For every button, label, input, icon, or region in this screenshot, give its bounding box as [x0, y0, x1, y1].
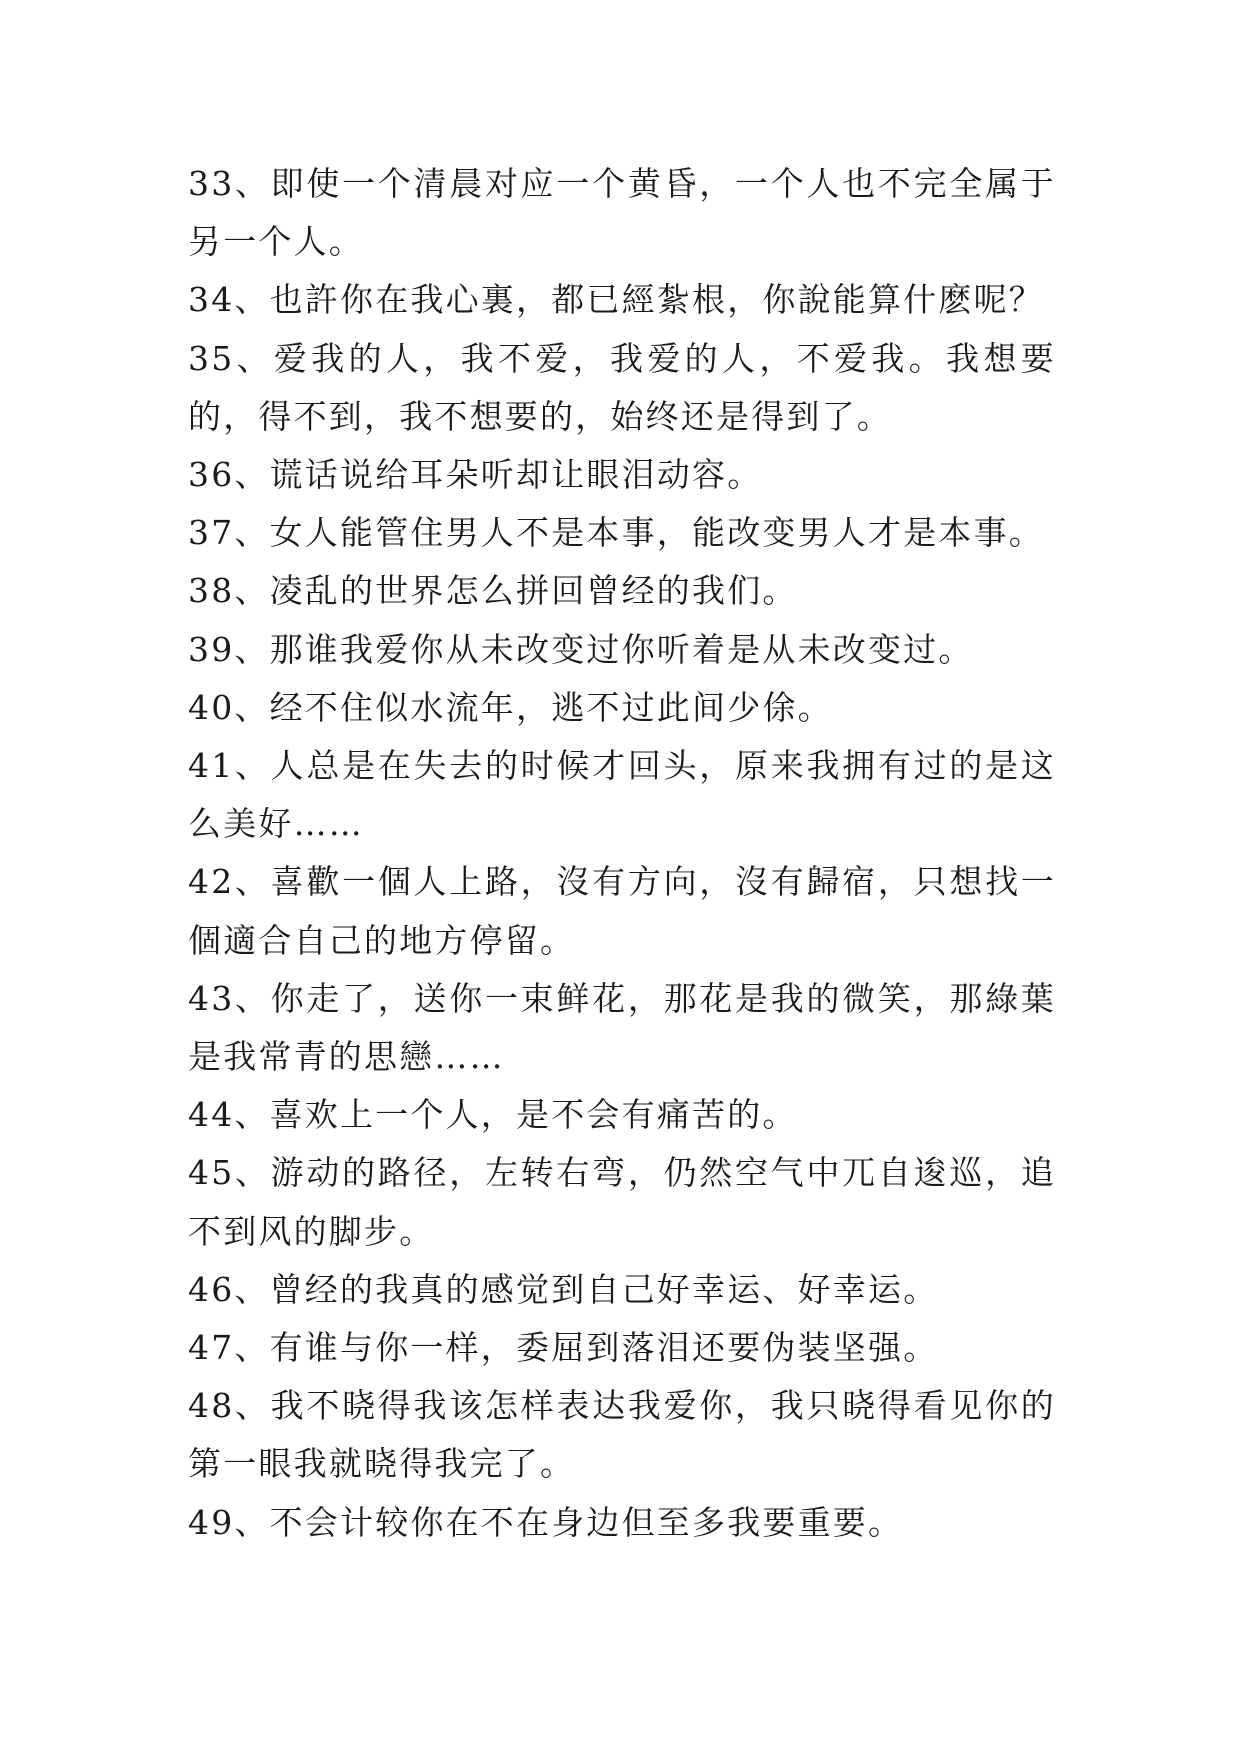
paragraph-39: 39、那谁我爱你从未改变过你听着是从未改变过。 — [188, 629, 974, 669]
paragraph-42: 42、喜歡一個人上路，沒有方向，沒有歸宿，只想找一個適合自己的地方停留。 — [188, 862, 1056, 960]
paragraph-49: 49、不会计较你在不在身边但至多我要重要。 — [188, 1502, 904, 1542]
paragraph-45: 45、游动的路径，左转右弯，仍然空气中兀自逡巡，追不到风的脚步。 — [188, 1153, 1056, 1251]
paragraph-48: 48、我不晓得我该怎样表达我爱你，我只晓得看见你的第一眼我就晓得我完了。 — [188, 1386, 1056, 1484]
paragraph-46: 46、曾经的我真的感觉到自己好幸运、好幸运。 — [188, 1269, 939, 1309]
paragraph-34: 34、也許你在我心裏，都已經紮根，你說能算什麽呢？ — [188, 280, 1044, 320]
paragraph-40: 40、经不住似水流年，逃不过此间少俆。 — [188, 687, 833, 727]
paragraph-43: 43、你走了，送你一束鲜花，那花是我的微笑，那綠葉是我常青的思戀…… — [188, 978, 1056, 1077]
paragraph-35: 35、爱我的人，我不爱，我爱的人，不爱我。我想要的，得不到，我不想要的，始终还是得到了。 — [188, 338, 1056, 436]
paragraph-36: 36、谎话说给耳朵听却让眼泪动容。 — [188, 455, 763, 495]
paragraph-44: 44、喜欢上一个人，是不会有痛苦的。 — [188, 1095, 798, 1135]
paragraph-41: 41、人总是在失去的时候才回头，原来我拥有过的是这么美好…… — [188, 746, 1056, 844]
paragraph-38: 38、凌乱的世界怎么拼回曾经的我们。 — [188, 571, 798, 611]
paragraph-47: 47、有谁与你一样，委屈到落泪还要伪装坚强。 — [188, 1328, 939, 1368]
paragraph-37: 37、女人能管住男人不是本事，能改变男人才是本事。 — [188, 513, 1044, 553]
paragraph-33: 33、即使一个清晨对应一个黄昏，一个人也不完全属于另一个人。 — [188, 164, 1056, 262]
document-body — [188, 155, 1056, 1552]
